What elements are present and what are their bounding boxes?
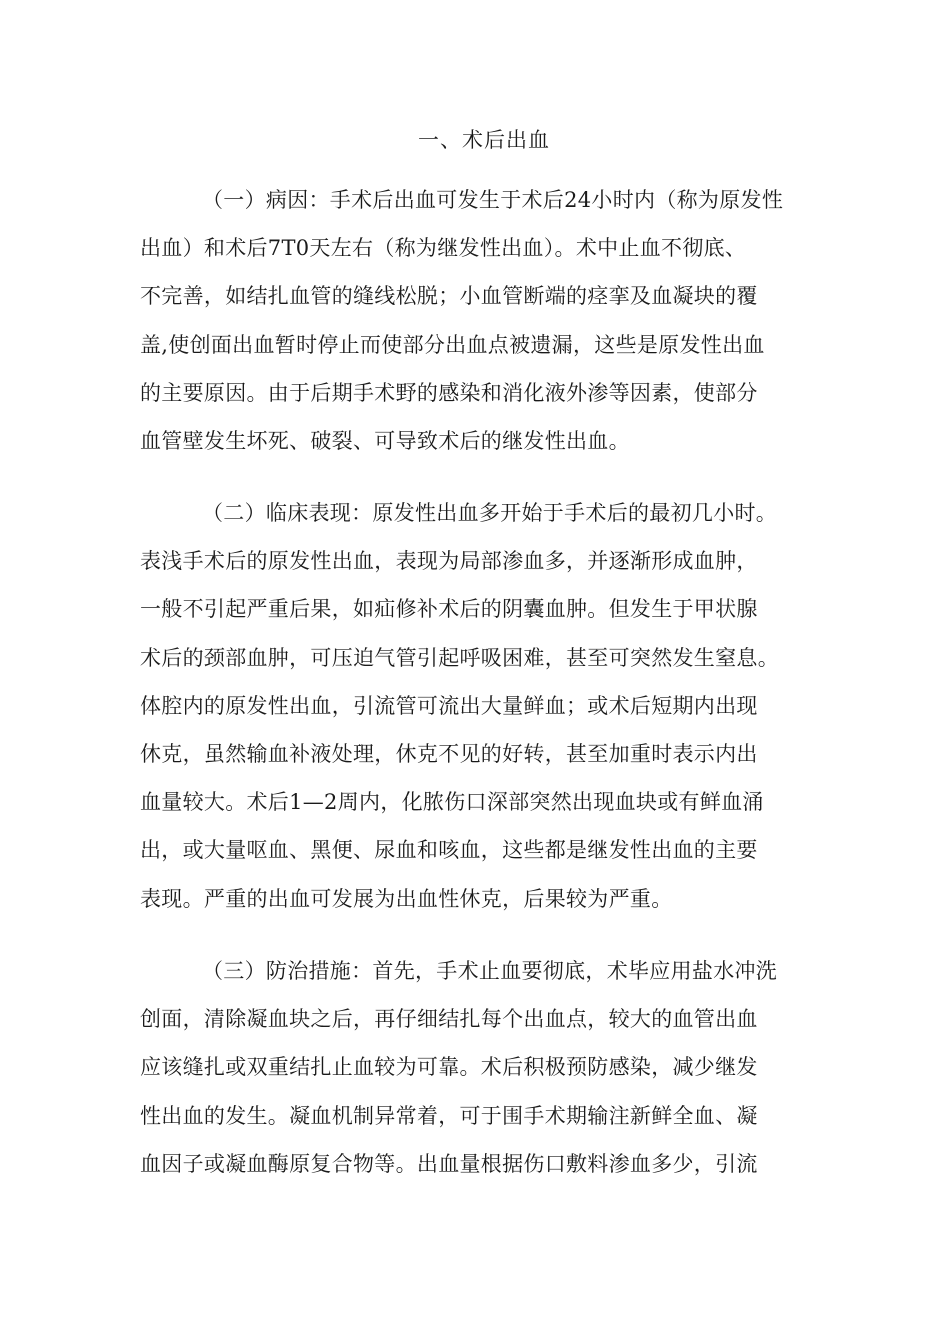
paragraph-etiology (140, 176, 820, 465)
paragraph-line: 表浅手术后的原发性出血，表现为局部渗血多，并逐渐形成血肿， (140, 549, 758, 574)
paragraph-prevention-treatment (140, 947, 820, 1188)
paragraph-line: 术后的颈部血肿，可压迫气管引起呼吸困难，甚至可突然发生窒息。 (140, 645, 779, 670)
paragraph-line: 的主要原因。由于后期手术野的感染和消化液外渗等因素，使部分 (140, 380, 758, 405)
paragraph-line: 一般不引起严重后果，如疝修补术后的阴囊血肿。但发生于甲状腺 (140, 597, 758, 622)
paragraph-line: 血管壁发生坏死、破裂、可导致术后的继发性出血。 (140, 428, 630, 453)
paragraph-line: 休克，虽然输血补液处理，休克不见的好转，甚至加重时表示内出 (140, 741, 758, 766)
paragraph-line: 盖,使创面出血暂时停止而使部分出血点被遗漏，这些是原发性出血 (140, 332, 765, 357)
paragraph-clinical-manifestation (140, 489, 820, 923)
paragraph-line: （二）临床表现：原发性出血多开始于手术后的最初几小时。 (202, 501, 778, 525)
paragraph-line: 出血）和术后7T0天左右（称为继发性出血）。术中止血不彻底、 (140, 236, 747, 261)
paragraph-line: 出，或大量呕血、黑便、尿血和咳血，这些都是继发性出血的主要 (140, 838, 758, 863)
paragraph-line: 血量较大。术后1—2周内，化脓伤口深部突然出现血块或有鲜血涌 (140, 790, 764, 815)
paragraph-line: 性出血的发生。凝血机制异常着，可于围手术期输注新鲜全血、凝 (140, 1103, 758, 1128)
paragraph-line: 不完善，如结扎血管的缝线松脱；小血管断端的痉挛及血凝块的覆 (140, 284, 758, 309)
paragraph-line: 应该缝扎或双重结扎止血较为可靠。术后积极预防感染，减少继发 (140, 1055, 758, 1080)
paragraph-line: 创面，清除凝血块之后，再仔细结扎每个出血点，较大的血管出血 (140, 1007, 758, 1032)
paragraph-line: （三）防治措施：首先，手术止血要彻底，术毕应用盐水冲洗 (202, 959, 778, 983)
paragraph-line: 体腔内的原发性出血，引流管可流出大量鲜血；或术后短期内出现 (140, 693, 758, 718)
paragraph-line: 表现。严重的出血可发展为出血性休克，后果较为严重。 (140, 886, 673, 911)
section-title: 一、术后出血 (418, 128, 550, 152)
paragraph-line: （一）病因：手术后出血可发生于术后24小时内（称为原发性 (202, 188, 784, 212)
paragraph-line: 血因子或凝血酶原复合物等。出血量根据伤口敷料渗血多少，引流 (140, 1151, 758, 1176)
